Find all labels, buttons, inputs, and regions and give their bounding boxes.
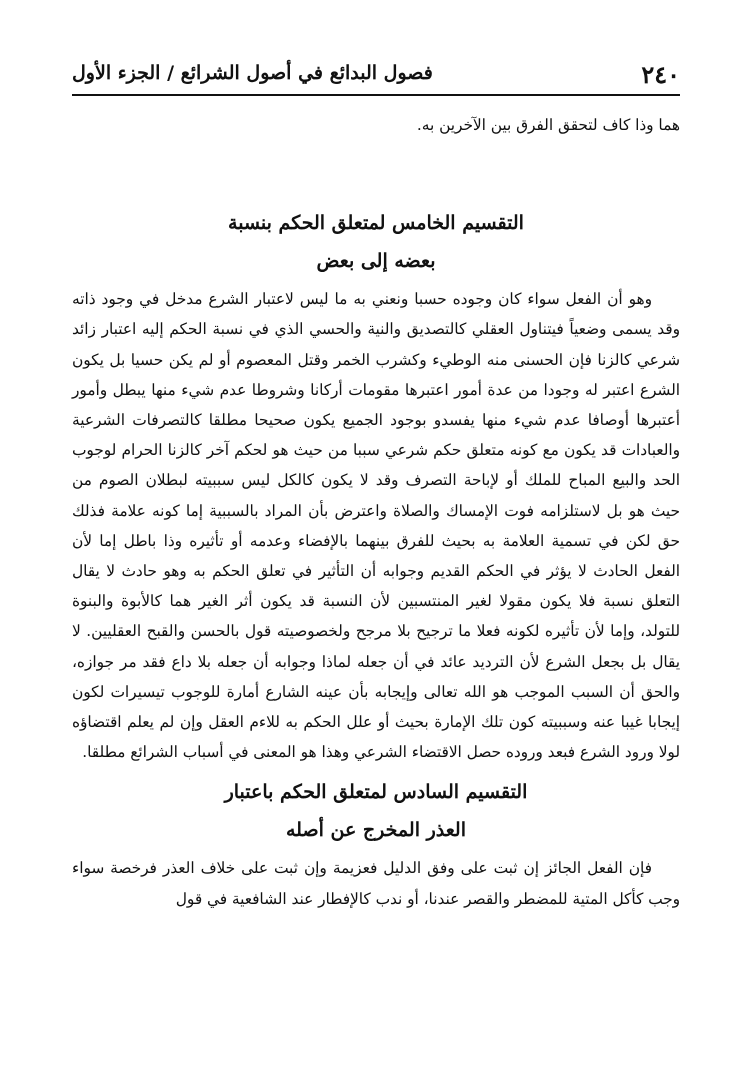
book-page	[72, 0, 680, 1088]
section-6-title-line-1: التقسيم السادس لمتعلق الحكم باعتبار	[224, 781, 528, 804]
section-5-title-line-2: بعضه إلى بعض	[316, 250, 436, 273]
section-5-paragraph: وهو أن الفعل سواء كان وجوده حسبا ونعني به ما ليس لاعتبار الشرع مدخل في وجود ذاته وقد يسمى وضعياً فيتناول العقلي كالتصديق والنية والحسي الذي في نسبة الحكم إليه اعتبار زائد شرعي كالزنا فإن الحسنى منه الوطيء وكشرب الخمر وقتل المعصوم أو لم يكن حسيا بل يكون الشرع اعتبر له وجودا من عدة أمور اعتبرها مقومات أركانا وشروطا عدم شيء منها يبطل وأمور أعتبرها أوصافا عدم شيء منها يفسدو بوجود الجميع يكون صحيحا مطلقا كالتصرفات الشرعية والعبادات قد يكون مع كونه متعلق حكم شرعي سببا من حيث هو لحكم آخر كالزنا الحرام لوجوب الحد والبيع المباح للملك أو لإباحة التصرف وقد لا يكون كالكل ليس سببيته لبطلان الصوم من حيث هو بل لاستلزامه فوت الإمساك والصلاة واعترض بأن المراد بالسببية إما كونه علامة فذلك حق لكن في تسمية العلامة به بحيث للفرق بينهما بالإفضاء وعدمه أو تأثيره وذا باطل إما لأن الفعل الحادث لا يؤثر في الحكم القديم وجوابه أن التأثير في تعلق الحكم به وهو حادث لا يقال التعلق نسبة فلا يكون مقولا لغير المنتسبين لأن النسبة قد يكون أثر الغير هما كالأبوة والبنوة للتولد، وإما لأن تأثيره لكونه فعلا ما ترجيح بلا مرجح ولخصوصيته قول بالحسن والقبح العقليين. لا يقال بل بجعل الشرع لأن الترديد عائد في أن جعله لماذا وجوابه أن جعله بلا داع فقد مر جوازه، والحق أن السبب الموجب هو الله تعالى وإيجابه بأن عينه الشارع أمارة للوجوب تيسيرات لكون إيجابا غيبا عنه وسببيته كون تلك الإمارة بحيث أو علل الحكم به للاءم العقل وإن لم يعلم اقتضاؤه لولا ورود الشرع فبعد وروده حصل الاقتضاء الشرعي وهذا هو المعنى في أسباب الشرائع مطلقا.	[72, 290, 680, 762]
section-5-heading	[72, 204, 680, 280]
page-number: ٢٤٠	[641, 60, 680, 89]
page-header	[72, 54, 680, 96]
section-6-heading	[72, 773, 680, 849]
section-6-paragraph: فإن الفعل الجائز إن ثبت على وفق الدليل فعزيمة وإن ثبت على خلاف العذر فرخصة سواء وجب كأكل المتية للمضطر والقصر عندنا، أو ندب كالإفطار عند الشافعية في قول	[72, 859, 680, 908]
page-body	[72, 110, 680, 914]
running-title: فصول البدائع في أصول الشرائع / الجزء الأول	[72, 62, 433, 84]
section-6-title-line-2: العذر المخرج عن أصله	[286, 819, 466, 842]
section-5-title-line-1: التقسيم الخامس لمتعلق الحكم بنسبة	[228, 212, 524, 235]
opening-line: هما وذا كاف لتحقق الفرق بين الآخرين به.	[416, 116, 680, 134]
